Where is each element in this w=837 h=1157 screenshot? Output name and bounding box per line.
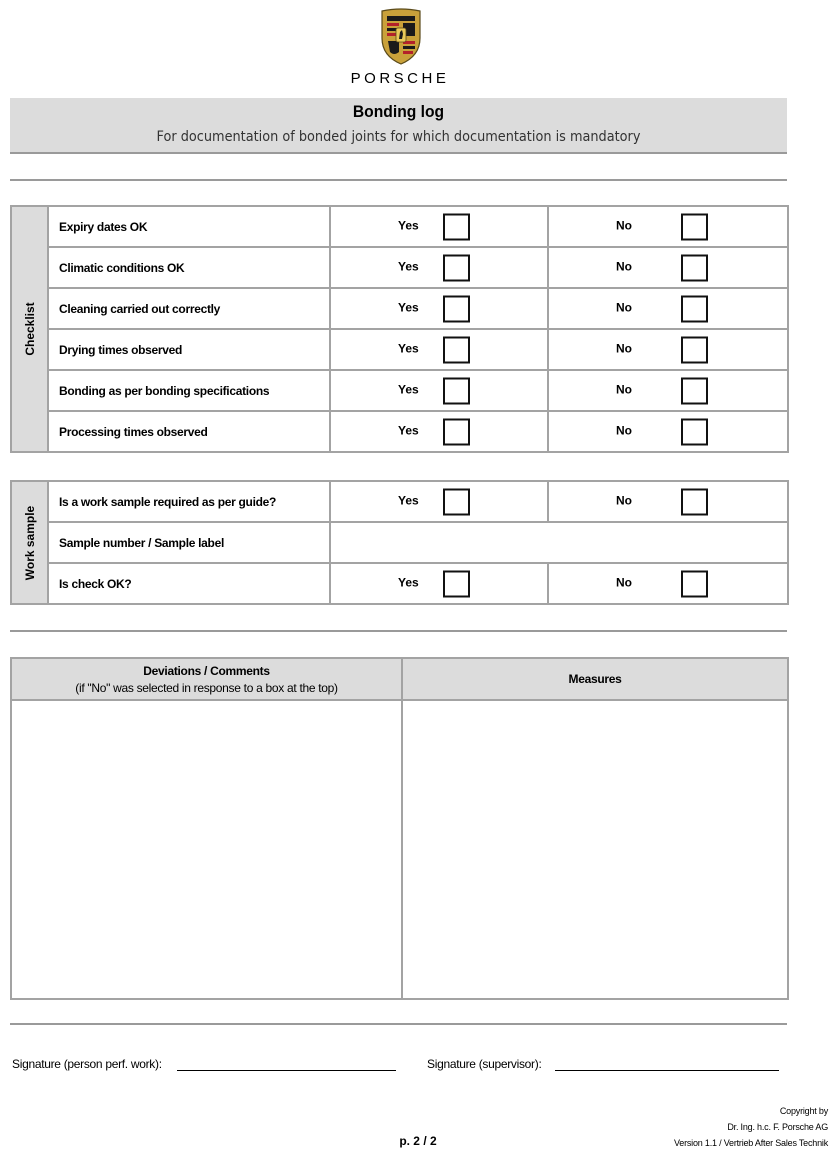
no-checkbox[interactable] — [681, 336, 708, 363]
yes-label: Yes — [398, 493, 419, 508]
copyright-block — [674, 1103, 828, 1151]
yes-label: Yes — [398, 575, 419, 590]
no-label: No — [616, 493, 632, 508]
worker-signature-line[interactable] — [177, 1070, 396, 1071]
checklist-side-label — [11, 206, 48, 452]
checklist-row — [11, 329, 788, 370]
work-sample-row-label: Is check OK? — [48, 563, 330, 604]
measures-title: Measures — [568, 672, 622, 686]
work-sample-row-label: Is a work sample required as per guide? — [48, 481, 330, 522]
page-number: p. 2 / 2 — [399, 1134, 437, 1148]
supervisor-signature-label: Signature (supervisor): — [427, 1057, 542, 1071]
deviations-note: (if "No" was selected in response to a box at the top) — [75, 680, 338, 695]
no-label: No — [616, 341, 632, 356]
checklist-item-label: Drying times observed — [48, 329, 330, 370]
checklist-label: Checklist — [22, 302, 37, 356]
worker-signature-label: Signature (person perf. work): — [12, 1057, 162, 1071]
page-subtitle: For documentation of bonded joints for which documentation is mandatory — [156, 129, 641, 145]
yes-label: Yes — [398, 341, 419, 356]
checklist-row — [11, 206, 788, 247]
brand-wordmark: PORSCHE — [350, 70, 450, 87]
no-label: No — [616, 575, 632, 590]
divider — [10, 1023, 787, 1025]
checklist-row — [11, 370, 788, 411]
yes-label: Yes — [398, 300, 419, 315]
divider — [10, 179, 787, 181]
deviations-title: Deviations / Comments — [143, 663, 270, 678]
comments-table — [10, 657, 789, 1000]
checklist-row — [11, 288, 788, 329]
no-checkbox[interactable] — [681, 295, 708, 322]
header-banner — [10, 98, 787, 154]
yes-checkbox[interactable] — [443, 213, 470, 240]
no-checkbox[interactable] — [681, 488, 708, 515]
yes-checkbox[interactable] — [443, 488, 470, 515]
checklist-row — [11, 411, 788, 452]
checklist-item-label: Expiry dates OK — [48, 206, 330, 247]
yes-checkbox[interactable] — [443, 336, 470, 363]
supervisor-signature-line[interactable] — [555, 1070, 779, 1071]
copyright-line: Copyright by — [779, 1106, 828, 1116]
work-sample-row — [11, 522, 788, 563]
page-title: Bonding log — [352, 102, 445, 121]
sample-number-field[interactable] — [330, 522, 788, 563]
yes-label: Yes — [398, 382, 419, 397]
no-label: No — [616, 218, 632, 233]
no-label: No — [616, 259, 632, 274]
porsche-crest-icon — [378, 8, 424, 66]
work-sample-side-label — [11, 481, 48, 604]
measures-textarea[interactable] — [402, 700, 788, 999]
work-sample-row — [11, 481, 788, 522]
checklist-item-label: Cleaning carried out correctly — [48, 288, 330, 329]
checklist-item-label: Processing times observed — [48, 411, 330, 452]
work-sample-table — [10, 480, 789, 605]
work-sample-label: Work sample — [22, 505, 37, 580]
yes-checkbox[interactable] — [443, 377, 470, 404]
no-checkbox[interactable] — [681, 254, 708, 281]
no-checkbox[interactable] — [681, 570, 708, 597]
yes-checkbox[interactable] — [443, 418, 470, 445]
yes-checkbox[interactable] — [443, 295, 470, 322]
no-label: No — [616, 300, 632, 315]
checklist-table — [10, 205, 789, 453]
work-sample-row — [11, 563, 788, 604]
deviations-textarea[interactable] — [11, 700, 402, 999]
yes-checkbox[interactable] — [443, 254, 470, 281]
checklist-item-label: Climatic conditions OK — [48, 247, 330, 288]
yes-label: Yes — [398, 218, 419, 233]
yes-checkbox[interactable] — [443, 570, 470, 597]
yes-label: Yes — [398, 423, 419, 438]
no-checkbox[interactable] — [681, 213, 708, 240]
yes-label: Yes — [398, 259, 419, 274]
divider — [10, 630, 787, 632]
no-checkbox[interactable] — [681, 377, 708, 404]
copyright-line: Dr. Ing. h.c. F. Porsche AG — [727, 1122, 828, 1132]
measures-header — [402, 658, 788, 700]
work-sample-row-label: Sample number / Sample label — [48, 522, 330, 563]
checklist-row — [11, 247, 788, 288]
checklist-item-label: Bonding as per bonding specifications — [48, 370, 330, 411]
deviations-header — [11, 658, 402, 700]
copyright-line: Version 1.1 / Vertrieb After Sales Technik — [673, 1138, 828, 1148]
no-checkbox[interactable] — [681, 418, 708, 445]
no-label: No — [616, 423, 632, 438]
no-label: No — [616, 382, 632, 397]
